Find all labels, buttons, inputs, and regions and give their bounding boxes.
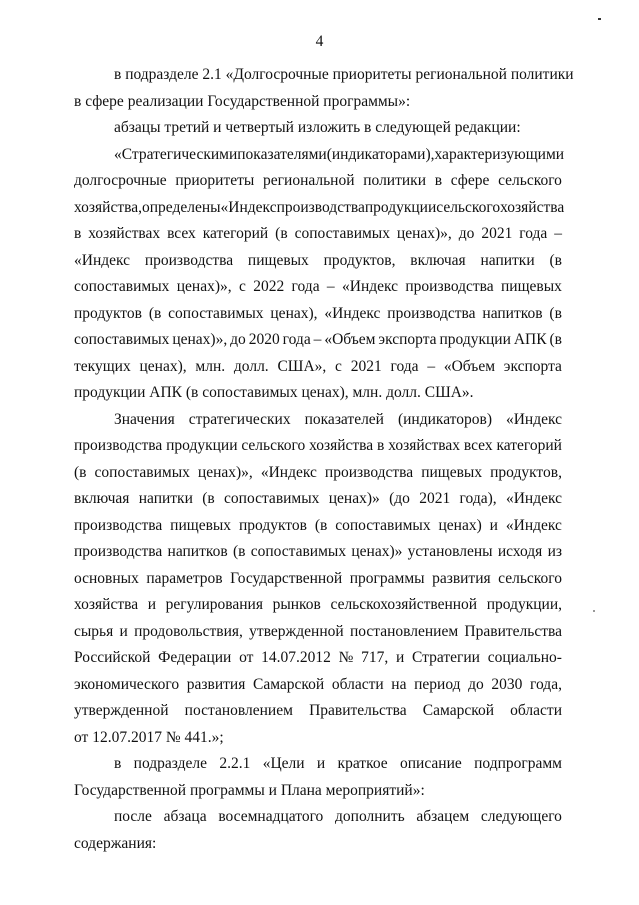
text-line: включая напитки (в сопоставимых ценах)» (до 2021 года), «Индекс [74,490,562,507]
text-line: долгосрочные приоритеты региональной политики в сфере сельского [74,172,562,189]
text-line: утвержденной постановлением Правительства Самарской области [74,702,562,719]
text-line: содержания: [74,834,157,852]
text-line: Значения стратегических показателей (индикаторов) «Индекс [114,410,562,428]
paragraph-p6 [74,804,562,857]
text-line: производства напитков (в сопоставимых ценах)» установлены исходя из [74,543,562,560]
text-line: в хозяйствах всех категорий (в сопоставимых ценах)», до 2021 года – [74,225,562,242]
text-line: производства продукции сельского хозяйства в хозяйствах всех категорий [74,437,562,454]
text-line: Российской Федерации от 14.07.2012 № 717, и Стратегии социально- [74,649,562,666]
text-line: продуктов (в сопоставимых ценах), «Индекс производства напитков (в [74,304,562,322]
text-line: в подразделе 2.1 «Долгосрочные приоритеты региональной политики [114,66,574,83]
paragraph-p3 [74,142,565,407]
scan-speck [593,610,595,612]
text-line: после абзаца восемнадцатого дополнить абзацем следующего [114,808,562,825]
text-line: экономического развития Самарской области на период до 2030 года, [74,675,562,693]
scan-speck [598,18,601,20]
document-body [74,62,574,857]
text-line: производства пищевых продуктов (в сопоставимых ценах) и «Индекс [74,516,562,534]
page-number: 4 [315,33,324,50]
text-line: от 12.07.2017 № 441.»; [74,728,224,746]
text-line: в подразделе 2.2.1 «Цели и краткое описание подпрограмм [114,755,562,772]
text-line: основных параметров Государственной программы развития сельского [74,569,562,587]
text-line: хозяйства, определены «Индекс производства продукции сельского хозяйства [74,198,565,216]
paragraph-p5 [74,751,562,804]
text-line: «Стратегическими показателями (индикаторами), характеризующими [114,145,565,163]
text-line: сопоставимых ценах)», до 2020 года – «Объем экспорта продукции АПК (в [74,331,562,348]
text-line: в сфере реализации Государственной программы»: [74,92,411,110]
paragraph-p2 [74,115,562,142]
text-line: (в сопоставимых ценах)», «Индекс производства пищевых продуктов, [74,463,562,481]
text-line: Государственной программы и Плана мероприятий»: [74,781,425,799]
text-line: сопоставимых ценах)», с 2022 года – «Индекс производства пищевых [74,278,562,295]
text-line: абзацы третий и четвертый изложить в следующей редакции: [114,119,521,136]
text-line: продукции АПК (в сопоставимых ценах), млн. долл. США». [74,384,474,401]
paragraph-p1 [74,62,574,115]
text-line: текущих ценах), млн. долл. США», с 2021 года – «Объем экспорта [74,357,562,375]
text-line: «Индекс производства пищевых продуктов, включая напитки (в [74,251,562,269]
text-line: хозяйства и регулирования рынков сельскохозяйственной продукции, [74,596,562,613]
text-line: сырья и продовольствия, утвержденной постановлением Правительства [74,622,562,640]
paragraph-p4 [74,407,562,752]
